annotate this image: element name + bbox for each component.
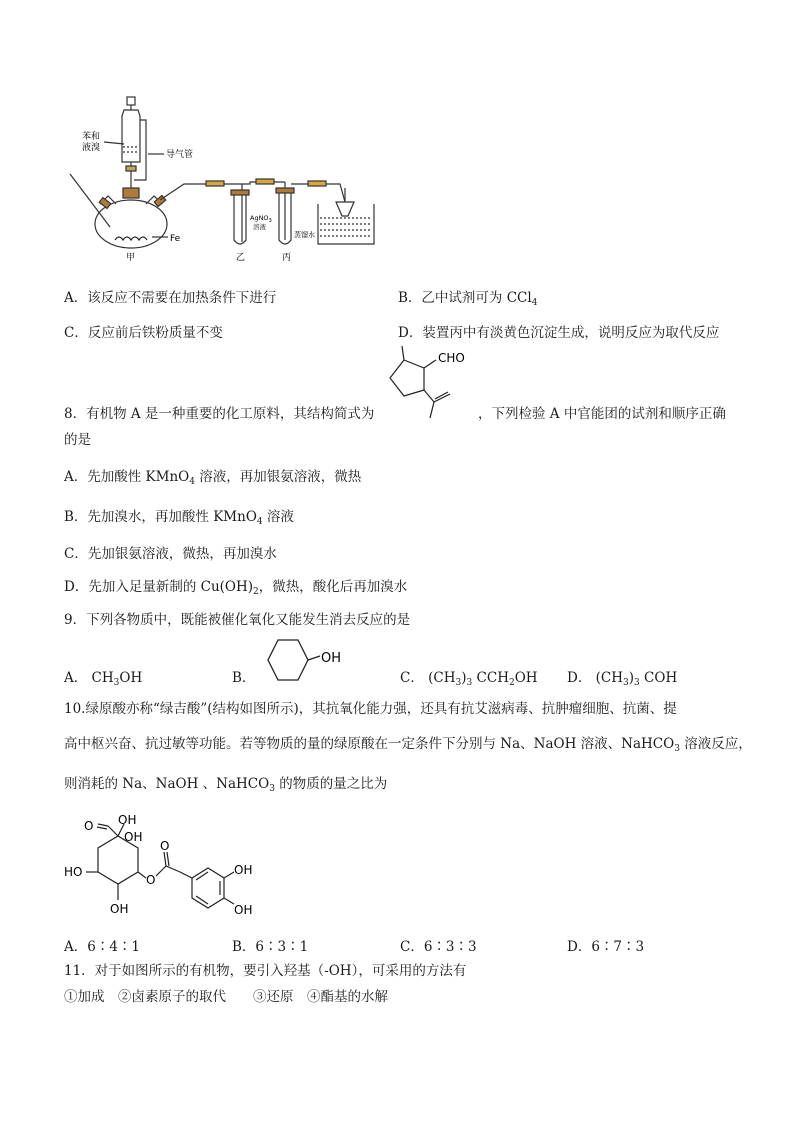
q10-option-a: A．6∶4∶1 bbox=[64, 939, 141, 955]
q7-option-c: C．反应前后铁粉质量不变 bbox=[64, 325, 223, 341]
label-tube-bing: 丙 bbox=[282, 253, 292, 263]
q10-chlorogenic-acid-structure bbox=[62, 810, 282, 926]
q8-option-a: A．先加酸性 KMnO$_4$ 溶液，再加银氨溶液，微热 bbox=[64, 469, 362, 487]
q9-option-d: D． $(CH_3)_3$ COH bbox=[567, 670, 678, 688]
q10-line2: 高中枢兴奋、抗过敏等功能。若等物质的量的绿原酸在一定条件下分别与 Na、NaOH 溶液、NaHCO$_3$ 溶液反应， bbox=[64, 736, 752, 754]
q10-ester-o: O bbox=[146, 873, 156, 887]
label-gas-tube: 导气管 bbox=[166, 150, 194, 160]
label-tube-yi: 乙 bbox=[236, 253, 246, 263]
label-flask-jia: 甲 bbox=[126, 253, 136, 263]
q10-option-b: B．6∶3∶1 bbox=[232, 939, 309, 955]
label-distilled-water: 蒸馏水 bbox=[294, 231, 315, 239]
q7-option-d: D．装置丙中有淡黄色沉淀生成，说明反应为取代反应 bbox=[398, 325, 720, 341]
q8-structure-cyclopentane-aldehyde bbox=[376, 342, 476, 422]
q9-option-c: C． $(CH_3)_3$ $CCH_2OH$ bbox=[400, 670, 538, 688]
label-reagent-2: 液溴 bbox=[82, 143, 101, 153]
q8-option-b: B．先加溴水，再加酸性 KMnO$_4$ 溶液 bbox=[64, 509, 294, 527]
label-agno3: AgNO$_3$ bbox=[250, 214, 272, 224]
q11-methods: ①加成 ②卤素原子的取代 ③还原 ④酯基的水解 bbox=[64, 989, 388, 1005]
q10-ester-carbonyl-o: O bbox=[160, 839, 170, 853]
q8-stem-line2: 的是 bbox=[64, 432, 91, 448]
q10-oh-top: OH bbox=[124, 830, 143, 844]
q8-stem-part2: ，下列检验 A 中官能团的试剂和顺序正确 bbox=[478, 406, 726, 422]
q10-oh-bottom: OH bbox=[110, 902, 129, 916]
q10-cooh-oh: OH bbox=[118, 813, 137, 827]
q8-option-d: D．先加入足量新制的 $Cu(OH)_2$，微热，酸化后再加溴水 bbox=[64, 579, 408, 597]
q10-ar-oh-1: OH bbox=[234, 863, 253, 877]
q9-b-oh: OH bbox=[321, 651, 342, 666]
q10-line1: 10.绿原酸亦称“绿吉酸”(结构如图所示)，其抗氧化能力强，还具有抗艾滋病毒、抗肿瘤细胞、抗菌、提 bbox=[64, 701, 677, 717]
q9-option-b-cyclohexanol bbox=[252, 636, 352, 688]
label-agno3-solution: 溶液 bbox=[253, 223, 266, 231]
q7-option-b: B．乙中试剂可为 CCl$_4$ bbox=[398, 290, 538, 308]
q11-stem: 11．对于如图所示的有机物，要引入羟基（-OH），可采用的方法有 bbox=[64, 963, 467, 979]
q10-option-d: D．6∶7∶3 bbox=[567, 939, 645, 955]
q9-option-a: A． $CH_3OH$ bbox=[64, 670, 143, 688]
q8-cho-label: CHO bbox=[438, 351, 465, 365]
label-reagent-1: 苯和 bbox=[82, 132, 101, 142]
q10-ar-oh-2: OH bbox=[234, 903, 253, 917]
q9-stem: 9．下列各物质中，既能被催化氧化又能发生消去反应的是 bbox=[64, 612, 411, 628]
q8-option-c: C．先加银氨溶液，微热，再加溴水 bbox=[64, 546, 277, 562]
q10-option-c: C．6∶3∶3 bbox=[400, 939, 477, 955]
bromination-apparatus-figure bbox=[60, 92, 380, 264]
label-fe: Fe bbox=[170, 234, 181, 244]
q10-cooh-o: O bbox=[84, 819, 94, 833]
q10-oh-left: HO bbox=[64, 865, 83, 879]
q8-stem-part1: 8．有机物 A 是一种重要的化工原料，其结构简式为 bbox=[64, 406, 375, 422]
q9-option-b-label: B． bbox=[232, 670, 256, 686]
q7-option-a: A．该反应不需要在加热条件下进行 bbox=[64, 290, 277, 306]
q10-line3: 则消耗的 Na、NaOH 、NaHCO$_3$ 的物质的量之比为 bbox=[64, 776, 388, 794]
